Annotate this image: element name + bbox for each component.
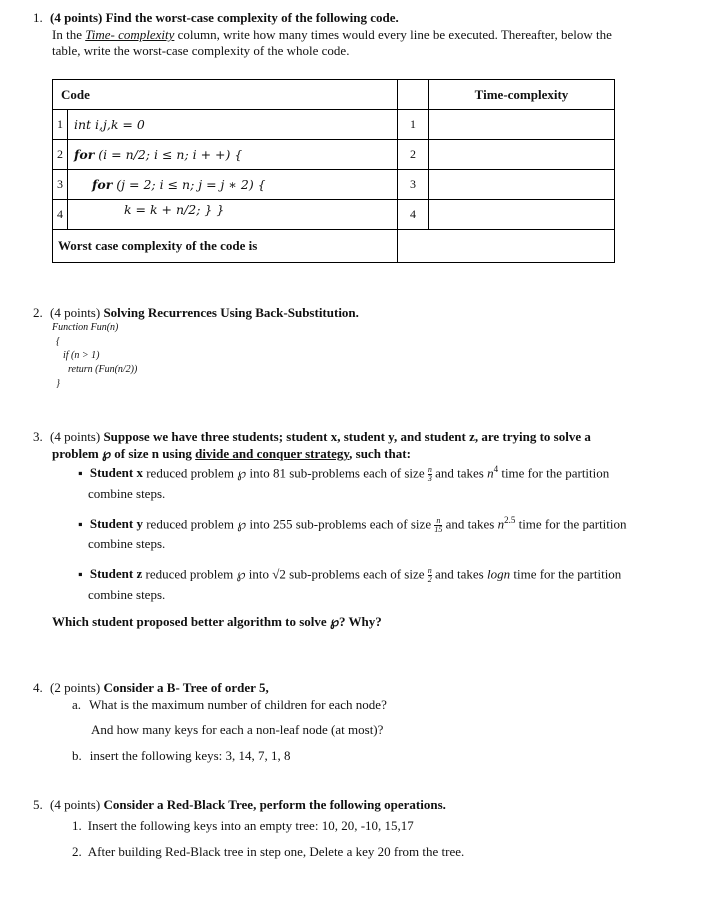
q3-heading: 3. (4 points) Suppose we have three students; student x, student y, and student z, are trying to solve a bbox=[33, 429, 591, 444]
q3-bullet-y-line2: combine steps. bbox=[88, 536, 166, 551]
q2-code-line: { bbox=[56, 336, 60, 347]
q4-item-b: b. insert the following keys: 3, 14, 7, 1, 8 bbox=[72, 748, 291, 763]
table-header-time: Time-complexity bbox=[429, 80, 615, 110]
time-cell[interactable] bbox=[429, 170, 615, 200]
table-row: 3 for (j = 2; i ≤ n; j = j ∗ 2) { 3 bbox=[53, 170, 615, 200]
q1-instruction: In the Time- complexity column, write how many times would every line be executed. Thereafter, below the bbox=[52, 27, 612, 42]
q2-heading: 2. (4 points) Solving Recurrences Using Back-Substitution. bbox=[33, 305, 359, 320]
time-cell[interactable] bbox=[429, 200, 615, 230]
q1-heading: 1. (4 points) Find the worst-case complexity of the following code. bbox=[33, 10, 399, 25]
time-cell[interactable] bbox=[429, 140, 615, 170]
q2-code-line: } bbox=[56, 378, 60, 389]
q3-bullet-z-line2: combine steps. bbox=[88, 587, 166, 602]
q4-item-a: a. What is the maximum number of children for each node? bbox=[72, 697, 387, 712]
table-header-code: Code bbox=[53, 80, 398, 110]
q5-item-2: 2. After building Red-Black tree in step one, Delete a key 20 from the tree. bbox=[72, 844, 465, 859]
table-row: 2 for (i = n/2; i ≤ n; i + +) { 2 bbox=[53, 140, 615, 170]
table-footer: Worst case complexity of the code is bbox=[53, 230, 398, 263]
q5-heading: 5. (4 points) Consider a Red-Black Tree, perform the following operations. bbox=[33, 797, 446, 812]
q2-code-line: return (Fun(n/2)) bbox=[68, 364, 138, 375]
q5-item-1: 1. Insert the following keys into an empty tree: 10, 20, -10, 15,17 bbox=[72, 818, 414, 833]
table-row: 1 int i,j,k = 0 1 bbox=[53, 110, 615, 140]
complexity-table bbox=[52, 79, 615, 263]
q3-heading-line2: problem ℘ of size n using divide and conquer strategy, such that: bbox=[52, 446, 411, 461]
q3-bullet-x: ▪ Student x reduced problem ℘ into 81 sub-problems each of size $\frac{n}{3}$ and takes $n^4$ time for the partition bbox=[78, 464, 610, 483]
q2-code-line: if (n > 1) bbox=[63, 350, 100, 361]
q3-question: Which student proposed better algorithm to solve ℘? Why? bbox=[52, 614, 382, 629]
time-cell[interactable] bbox=[429, 110, 615, 140]
worst-case-answer-cell[interactable] bbox=[429, 230, 615, 263]
q3-bullet-y: ▪ Student y reduced problem ℘ into 255 sub-problems each of size $\frac{n}{15}$ and takes $n^{2.5}$ time for the partition bbox=[78, 515, 627, 534]
q3-bullet-z: ▪ Student z reduced problem ℘ into √2 sub-problems each of size $\frac{n}{2}$ and takes logn time for the partition bbox=[78, 565, 622, 584]
q4-heading: 4. (2 points) Consider a B- Tree of order 5, bbox=[33, 680, 269, 695]
q2-code-line: Function Fun(n) bbox=[52, 322, 119, 333]
q1-instruction-line2: table, write the worst-case complexity of the whole code. bbox=[52, 43, 350, 58]
q4-item-a-line2: And how many keys for each a non-leaf node (at most)? bbox=[91, 722, 384, 737]
table-row: 4 k = k + n/2; } } 4 bbox=[53, 200, 615, 230]
q3-bullet-x-line2: combine steps. bbox=[88, 486, 166, 501]
time-complexity-link: Time- complexity bbox=[85, 27, 175, 42]
